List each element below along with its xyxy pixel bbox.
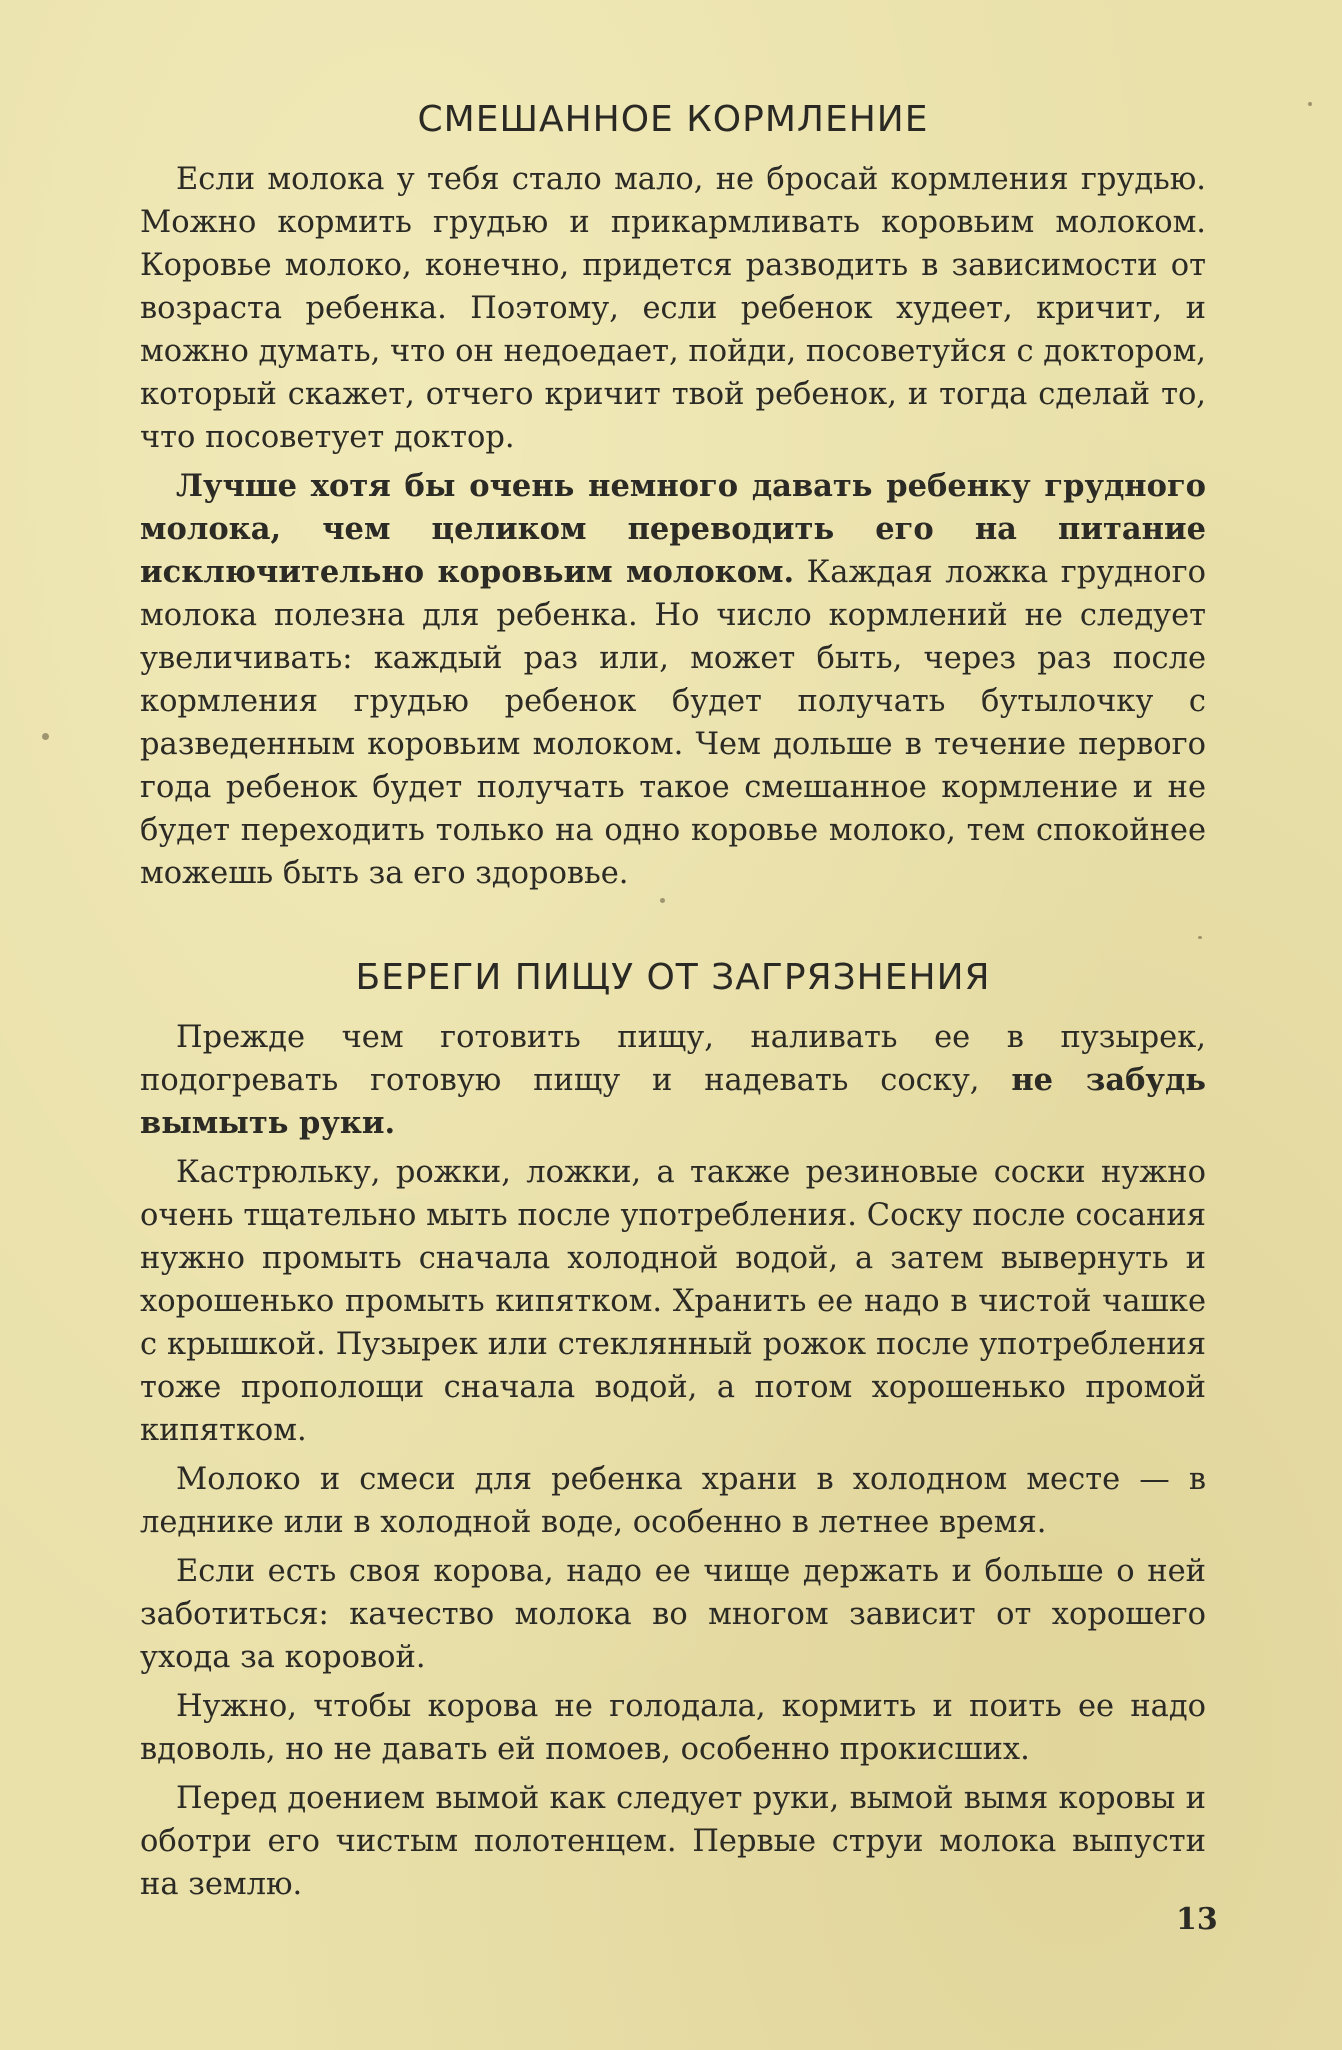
paper-speck: [1308, 102, 1312, 106]
paragraph-text: Кастрюльку, рожки, ложки, а также резиновые соски нужно очень тщательно мыть после употребления. Соску после сосания нужно промыть сначала холодной водой, а затем вывернуть и хорошенько промыть кипятком. Хранить ее надо в чистой чашке с крышкой. Пузырек или стеклянный рожок после употребления тоже прополощи сначала водой, а потом хорошенько промой кипятком.: [140, 1155, 1206, 1448]
paragraph: [140, 1151, 1206, 1452]
paragraph: [140, 158, 1206, 459]
paragraph-text: Молоко и смеси для ребенка храни в холодном месте — в леднике или в холодной воде, особенно в летнее время.: [140, 1462, 1206, 1540]
section-body-protect-food: [140, 1016, 1206, 1906]
section-title-mixed-feeding: СМЕШАННОЕ КОРМЛЕНИЕ: [417, 99, 929, 140]
paper-speck: [660, 898, 665, 903]
paper-speck: [1198, 936, 1202, 939]
paragraph-bold-text: не забудь вымыть руки.: [140, 1062, 1206, 1141]
paragraph-text: Если есть своя корова, надо ее чище держать и больше о ней заботиться: качество молока во многом зависит от хорошего ухода за коровой.: [140, 1554, 1206, 1675]
paragraph-text: Каждая ложка грудного молока полезна для ребенка. Но число кормлений не следует увеличивать: каждый раз или, может быть, через раз после кормления грудью ребенок будет получать бутылочку с разведенным коровьим молоком. Чем дольше в течение первого года ребенок будет получать такое смешанное кормление и не будет переходить только на одно коровье молоко, тем спокойнее можешь быть за его здоровье.: [140, 555, 1206, 891]
section-title-protect-food: БЕРЕГИ ПИЩУ ОТ ЗАГРЯЗНЕНИЯ: [355, 957, 991, 998]
paragraph-bold-text: Лучше хотя бы очень немного давать ребенку грудного молока, чем целиком переводить его на питание исключительно коровьим молоком.: [140, 468, 1206, 590]
paragraph: [140, 1685, 1206, 1771]
section-body-mixed-feeding: [140, 158, 1206, 895]
paragraph-text: Если молока у тебя стало мало, не бросай кормления грудью. Можно кормить грудью и прикармливать коровьим молоком. Коровье молоко, конечно, придется разводить в зависимости от возраста ребенка. Поэтому, если ребенок худеет, кричит, и можно думать, что он недоедает, пойди, посоветуйся с доктором, который скажет, отчего кричит твой ребенок, и тогда сделай то, что посоветует доктор.: [140, 162, 1206, 455]
paragraph-text: Нужно, чтобы корова не голодала, кормить и поить ее надо вдоволь, но не давать ей помоев, особенно прокисших.: [140, 1689, 1206, 1767]
text-column: [140, 0, 1206, 2050]
paragraph: [140, 465, 1206, 895]
paragraph: [140, 1550, 1206, 1679]
paragraph: [140, 1777, 1206, 1906]
paragraph-text: Перед доением вымой как следует руки, вымой вымя коровы и оботри его чистым полотенцем. Первые струи молока выпусти на землю.: [140, 1781, 1206, 1902]
paragraph-text: Прежде чем готовить пищу, наливать ее в пузырек, подогревать готовую пищу и надевать соску,: [140, 1020, 1206, 1098]
paper-speck: [42, 733, 49, 740]
page-number: 13: [1176, 1902, 1218, 1937]
paragraph: [140, 1458, 1206, 1544]
paragraph: [140, 1016, 1206, 1145]
